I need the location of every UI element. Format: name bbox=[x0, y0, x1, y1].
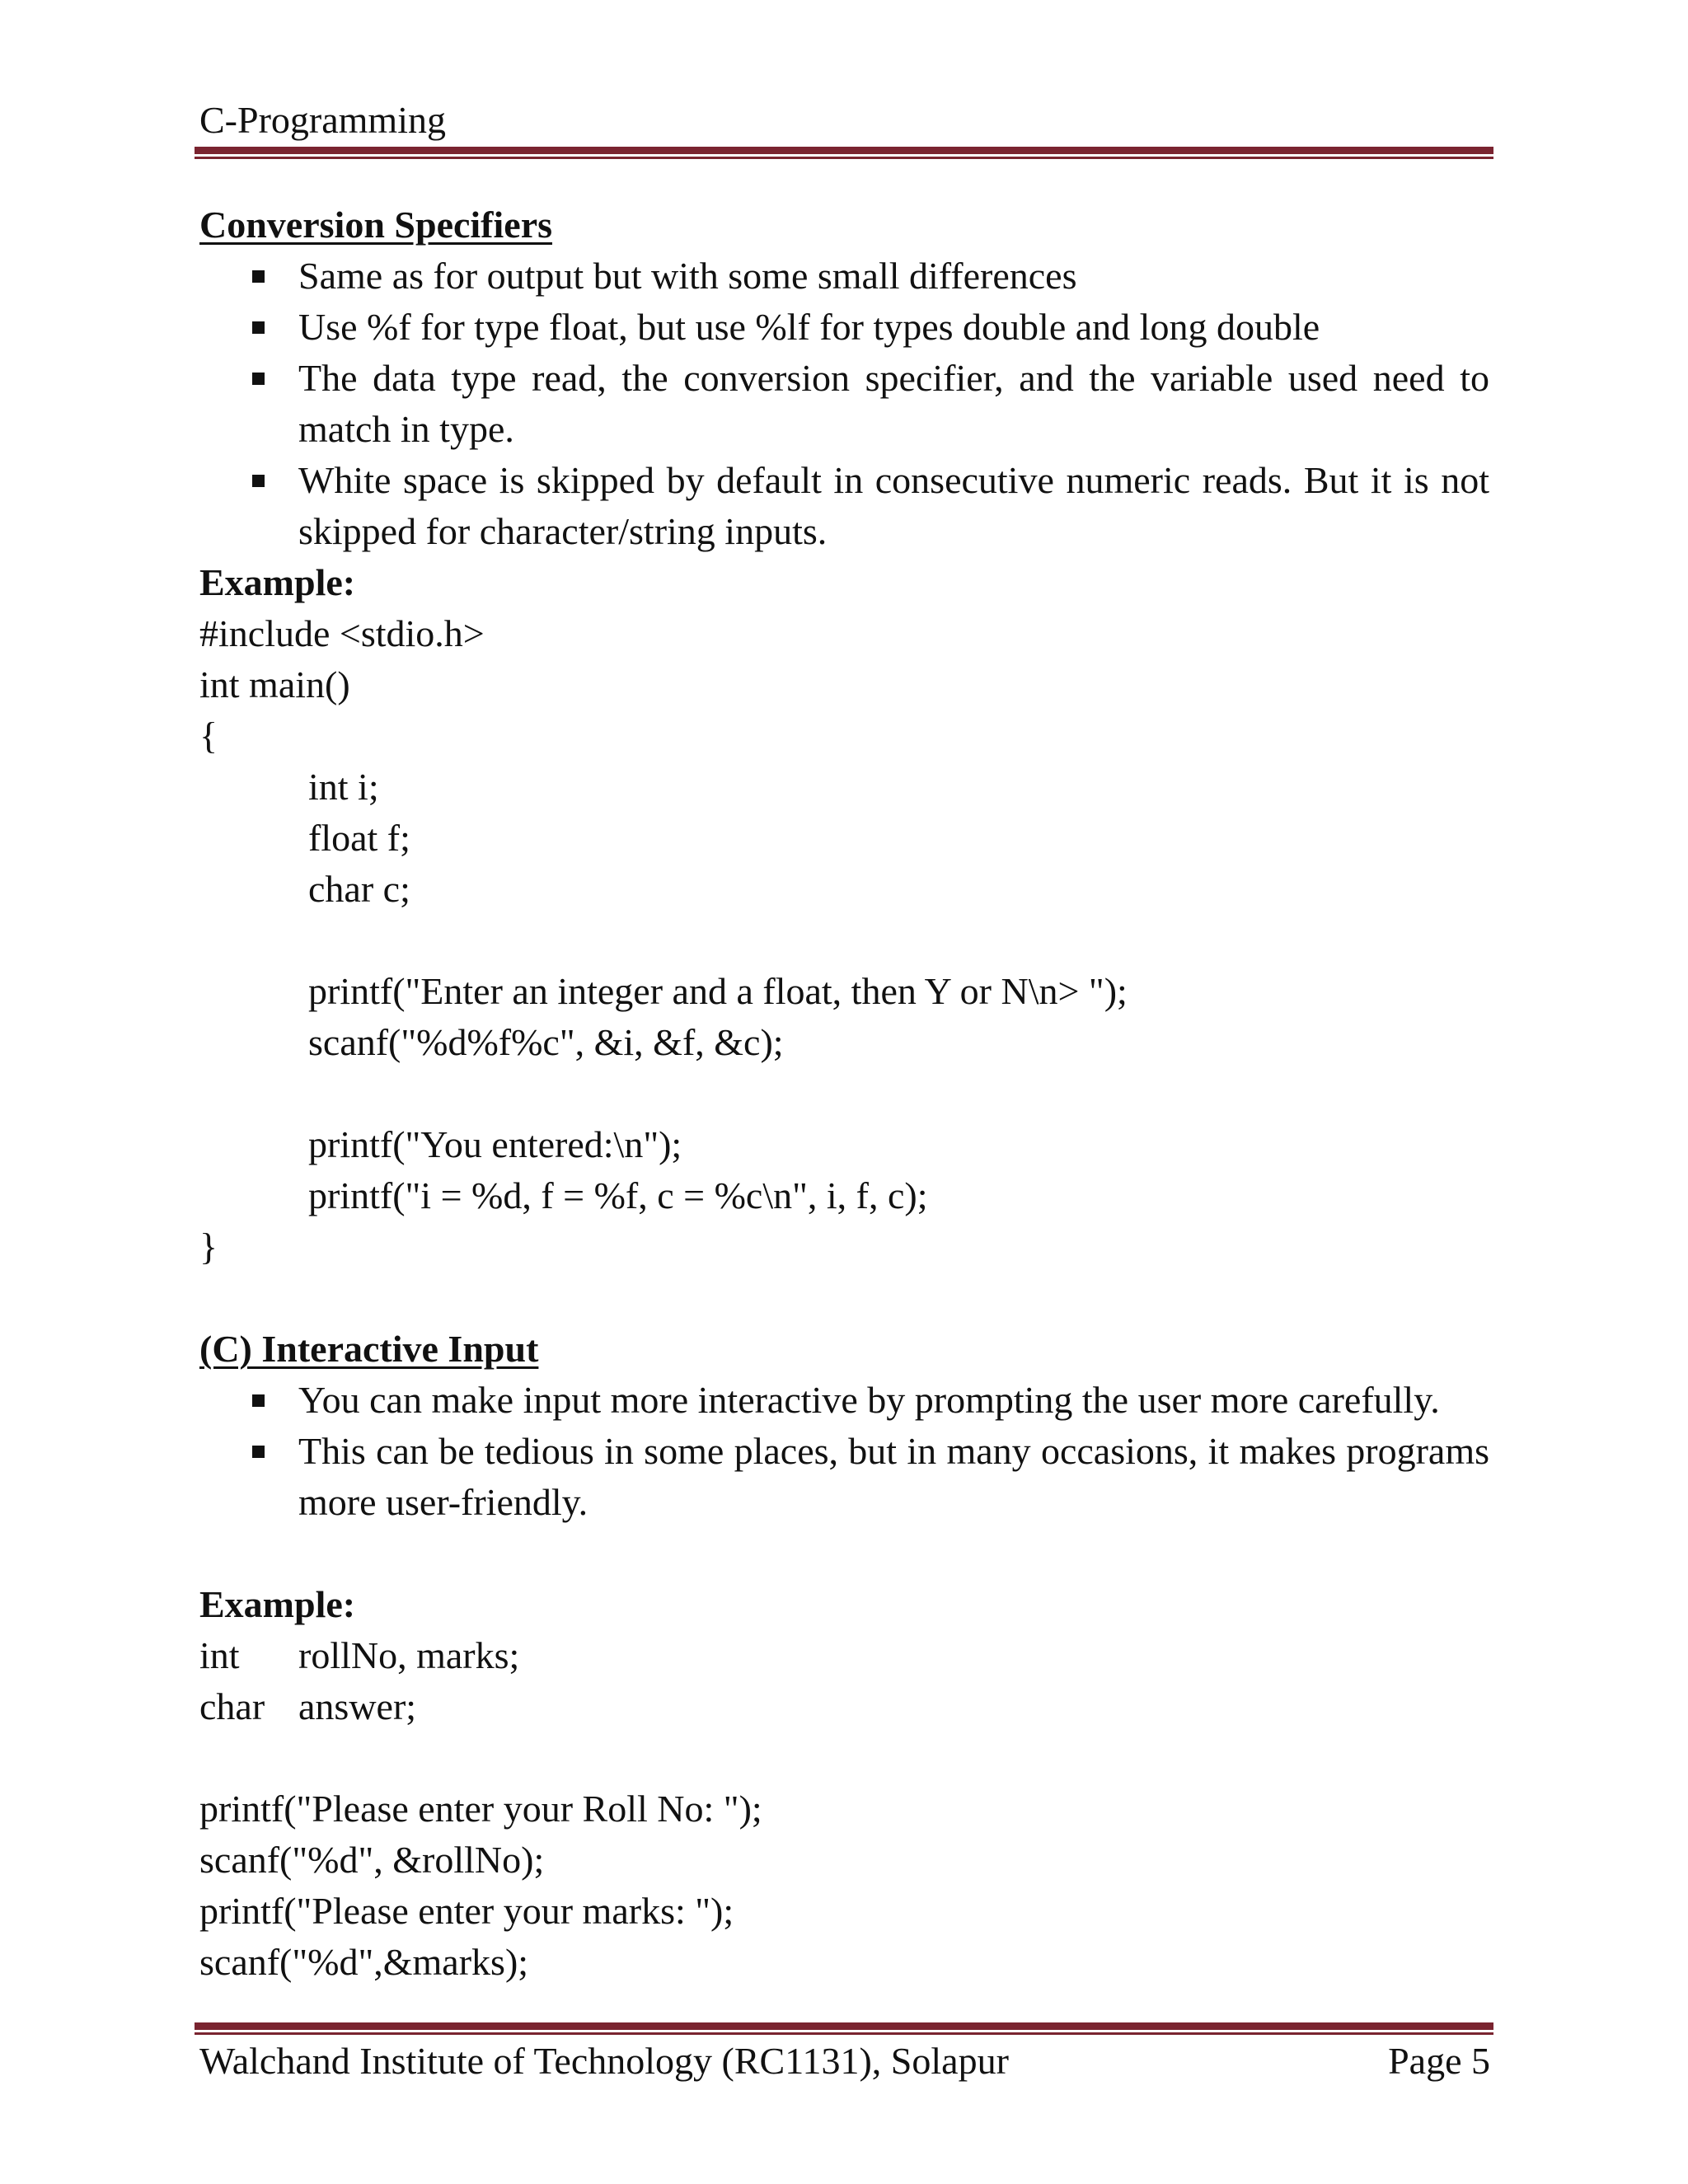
header-rule bbox=[195, 147, 1493, 159]
header-title: C-Programming bbox=[199, 99, 446, 141]
code-line: printf("Please enter your Roll No: "); bbox=[199, 1788, 762, 1830]
square-bullet-icon bbox=[252, 1446, 265, 1458]
square-bullet-icon bbox=[252, 475, 265, 487]
bullet-item: White space is skipped by default in consecutive numeric reads. But it is not skipped for character/string inputs. bbox=[199, 455, 1489, 557]
bullet-list-conversion-specifiers bbox=[199, 251, 1489, 557]
code-block-example-2 bbox=[199, 1630, 1489, 1988]
declaration-line: int rollNo, marks; bbox=[199, 1634, 520, 1676]
code-blank-line bbox=[199, 1068, 1489, 1119]
example-label: Example: bbox=[199, 561, 356, 603]
example-label: Example: bbox=[199, 1583, 356, 1625]
square-bullet-icon bbox=[252, 373, 265, 385]
code-block-example-1 bbox=[199, 608, 1489, 1272]
bullet-item: This can be tedious in some places, but in many occasions, it makes programs more user-friendly. bbox=[199, 1426, 1489, 1528]
code-line: float f; bbox=[308, 817, 410, 859]
code-blank-line bbox=[199, 1732, 1489, 1783]
code-line: } bbox=[199, 1226, 218, 1268]
page-content bbox=[199, 199, 1489, 1988]
square-bullet-icon bbox=[252, 270, 265, 283]
code-line: printf("i = %d, f = %f, c = %c\n", i, f, c); bbox=[308, 1174, 928, 1216]
code-line: #include <stdio.h> bbox=[199, 612, 485, 654]
page-number: Page 5 bbox=[1388, 2040, 1490, 2082]
footer-rule bbox=[195, 2022, 1493, 2035]
code-line: scanf("%d",&marks); bbox=[199, 1941, 529, 1983]
bullet-item: Use %f for type float, but use %lf for types double and long double bbox=[199, 302, 1489, 353]
declaration-line: char answer; bbox=[199, 1685, 417, 1727]
section-heading-conversion-specifiers: Conversion Specifiers bbox=[199, 204, 553, 246]
bullet-item: The data type read, the conversion specifier, and the variable used need to match in type. bbox=[199, 353, 1489, 455]
code-line: { bbox=[199, 715, 218, 757]
footer-institute: Walchand Institute of Technology (RC1131), Solapur bbox=[199, 2040, 1009, 2082]
section-heading-interactive-input: (C) Interactive Input bbox=[199, 1328, 539, 1370]
code-line: int i; bbox=[308, 766, 379, 808]
bullet-item: Same as for output but with some small differences bbox=[199, 251, 1489, 302]
code-line: printf("Enter an integer and a float, then Y or N\n> "); bbox=[308, 970, 1128, 1012]
code-line: char c; bbox=[308, 868, 410, 910]
code-line: printf("You entered:\n"); bbox=[308, 1123, 682, 1165]
code-line: printf("Please enter your marks: "); bbox=[199, 1890, 734, 1932]
code-line: int main() bbox=[199, 663, 350, 705]
code-line: scanf("%d", &rollNo); bbox=[199, 1839, 545, 1881]
square-bullet-icon bbox=[252, 321, 265, 334]
bullet-item: You can make input more interactive by prompting the user more carefully. bbox=[199, 1375, 1489, 1426]
code-blank-line bbox=[199, 915, 1489, 966]
bullet-list-interactive-input bbox=[199, 1375, 1489, 1528]
code-line: scanf("%d%f%c", &i, &f, &c); bbox=[308, 1021, 784, 1063]
square-bullet-icon bbox=[252, 1394, 265, 1407]
